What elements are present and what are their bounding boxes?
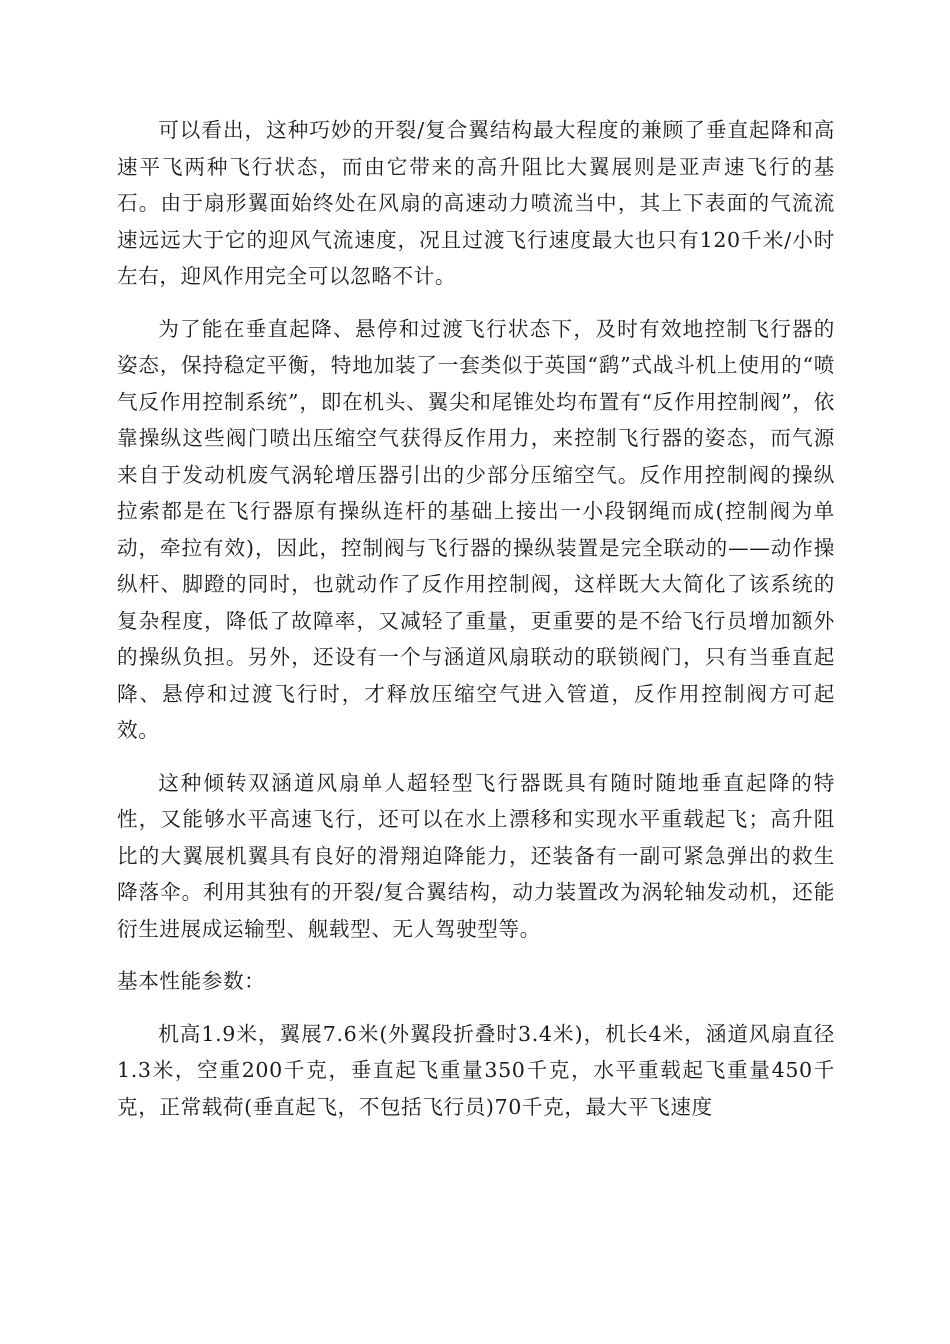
paragraph-reaction-control: 为了能在垂直起降、悬停和过渡飞行状态下，及时有效地控制飞行器的姿态，保持稳定平衡，特地加装了一套类似于英国“鹞”式战斗机上使用的“喷气反作用控制系统”，即在机头、翼尖和尾锥处均布置有“反作用控制阀”，依靠操纵这些阀门喷出压缩空气获得反作用力，来控制飞行器的姿态，而气源来自于发动机废气涡轮增压器引出的少部分压缩空气。反作用控制阀的操纵拉索都是在飞行器原有操纵连杆的基础上接出一小段钢绳而成(控制阀为单动，牵拉有效)，因此，控制阀与飞行器的操纵装置是完全联动的——动作操纵杆、脚蹬的同时，也就动作了反作用控制阀，这样既大大简化了该系统的复杂程度，降低了故障率，又减轻了重量，更重要的是不给飞行员增加额外的操纵负担。另外，还设有一个与涵道风扇联动的联锁阀门，只有当垂直起降、悬停和过渡飞行时，才释放压缩空气进入管道，反作用控制阀方可起效。 — [117, 316, 835, 742]
paragraph-capabilities: 这种倾转双涵道风扇单人超轻型飞行器既具有随时随地垂直起降的特性，又能够水平高速飞行，还可以在水上漂移和实现水平重载起飞；高升阻比的大翼展机翼具有良好的滑翔迫降能力，还装备有一副可紧急弹出的救生降落伞。利用其独有的开裂/复合翼结构，动力装置改为涡轮轴发动机，还能衍生进展成运输型、舰载型、无人驾驶型等。 — [117, 770, 835, 941]
document-body — [117, 112, 835, 1141]
paragraph-wing-structure: 可以看出，这种巧妙的开裂/复合翼结构最大程度的兼顾了垂直起降和高速平飞两种飞行状态，而由它带来的高升阻比大翼展则是亚声速飞行的基石。由于扇形翼面始终处在风扇的高速动力喷流当中，其上下表面的气流流速远远大于它的迎风气流速度，况且过渡飞行速度最大也只有120千米/小时左右，迎风作用完全可以忽略不计。 — [117, 118, 835, 288]
paragraph-specs: 机高1.9米，翼展7.6米(外翼段折叠时3.4米)，机长4米，涵道风扇直径1.3米，空重200千克，垂直起飞重量350千克，水平重载起飞重量450千克，正常载荷(垂直起飞，不包括飞行员)70千克，最大平飞速度 — [117, 1021, 835, 1119]
section-heading: 基本性能参数： — [117, 969, 266, 993]
